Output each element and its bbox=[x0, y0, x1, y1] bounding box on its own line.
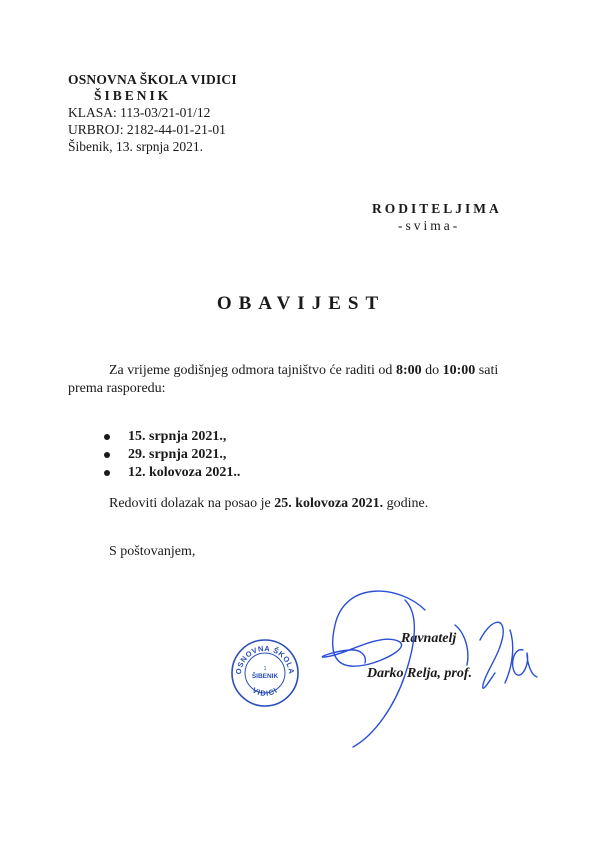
dates-list bbox=[104, 428, 240, 482]
place-date-line: Šibenik, 13. srpnja 2021. bbox=[68, 139, 203, 154]
return-text-2: godine. bbox=[383, 496, 429, 511]
page-title: OBAVIJEST bbox=[216, 293, 386, 314]
bullet-icon bbox=[104, 470, 110, 476]
signature-stroke-e bbox=[480, 622, 503, 688]
recipient: RODITELJIMA bbox=[372, 201, 502, 216]
signature-stroke-descender bbox=[353, 600, 414, 747]
intro-paragraph bbox=[68, 362, 528, 398]
intro-text-1: Za vrijeme godišnjeg odmora tajništvo će raditi od bbox=[109, 363, 396, 378]
intro-line-1 bbox=[68, 362, 528, 380]
stamp-top-text: OSNOVNA ŠKOLA bbox=[233, 643, 297, 675]
list-item bbox=[104, 428, 240, 446]
bullet-icon bbox=[104, 452, 110, 458]
official-stamp bbox=[229, 637, 301, 709]
klasa-line: KLASA: 113-03/21-01/12 bbox=[68, 105, 211, 120]
signature-role: Ravnatelj bbox=[401, 631, 457, 646]
signature-name: Darko Relja, prof. bbox=[367, 666, 472, 681]
time-to: 10:00 bbox=[442, 363, 476, 378]
greeting: S poštovanjem, bbox=[109, 544, 196, 559]
signature-stroke-l bbox=[505, 630, 513, 683]
signature-stroke-r bbox=[455, 625, 468, 665]
list-item bbox=[104, 464, 240, 482]
bullet-icon bbox=[104, 434, 110, 440]
school-name: OSNOVNA ŠKOLA VIDICI bbox=[68, 72, 237, 87]
date-item: 12. kolovoza 2021.. bbox=[128, 465, 241, 480]
list-item bbox=[104, 446, 240, 464]
intro-text-2: do bbox=[421, 363, 443, 378]
date-item: 29. srpnja 2021., bbox=[128, 447, 227, 462]
intro-text-3: sati bbox=[475, 363, 499, 378]
date-item: 15. srpnja 2021., bbox=[128, 429, 227, 444]
return-date: 25. kolovoza 2021. bbox=[274, 496, 384, 511]
signature-stroke-main bbox=[322, 591, 425, 666]
urbroj-line: URBROJ: 2182-44-01-21-01 bbox=[68, 122, 226, 137]
return-text-1: Redoviti dolazak na posao je bbox=[109, 496, 275, 511]
school-city: ŠIBENIK bbox=[94, 88, 172, 103]
intro-line-2: prema rasporedu: bbox=[68, 381, 166, 396]
stamp-bottom-text: VIDICI bbox=[250, 685, 280, 699]
signature-stroke-a bbox=[513, 650, 537, 677]
time-from: 8:00 bbox=[395, 363, 422, 378]
return-paragraph bbox=[109, 495, 428, 513]
handwritten-signature bbox=[305, 585, 545, 755]
stamp-city: ŠIBENIK bbox=[251, 673, 279, 680]
recipient-sub: -svima- bbox=[398, 218, 461, 233]
stamp-number: 1 bbox=[263, 666, 267, 672]
